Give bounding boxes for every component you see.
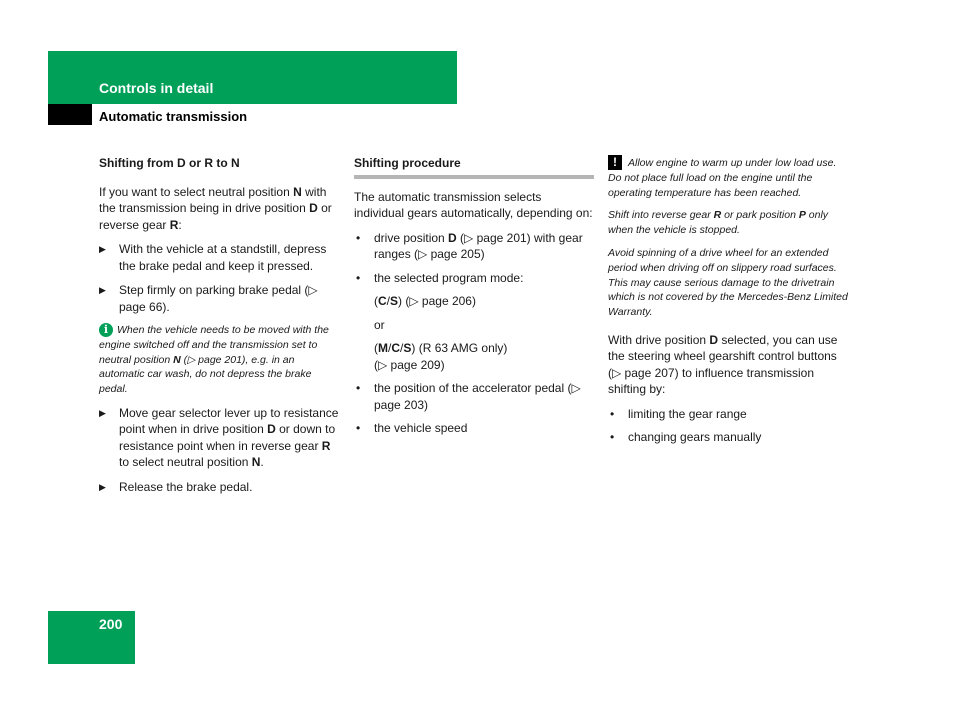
info-icon: i	[99, 323, 113, 337]
step-item: ▶ Step firmly on parking brake pedal (▷ page 66).	[99, 283, 318, 314]
column-left	[99, 155, 339, 503]
arrow-right-icon: ▶	[99, 244, 106, 254]
step-item: ▶ With the vehicle at a standstill, depress the brake pedal and keep it pressed.	[99, 242, 327, 273]
program-mode-cs: (C/S) (▷ page 206)	[374, 294, 476, 308]
col2-heading: Shifting procedure	[354, 155, 594, 179]
arrow-right-icon: ▶	[99, 481, 106, 492]
list-item: • the vehicle speed	[356, 421, 468, 435]
list-item: • the selected program mode:	[356, 270, 524, 285]
list-item: • drive position D (▷ page 201) with gear ranges (▷ page 205)	[356, 230, 583, 261]
step-item: ▶ Release the brake pedal.	[99, 479, 253, 494]
col3-para: With drive position D selected, you can use the steering wheel gearshift control buttons (▷ page 207) to influence transmission shifting by:	[608, 332, 838, 397]
column-right	[608, 155, 848, 453]
col2-intro: The automatic transmission selects individual gears automatically, depending on:	[354, 189, 593, 220]
arrow-right-icon: ▶	[99, 285, 106, 295]
column-middle	[354, 155, 594, 444]
subsection-title: Automatic transmission	[99, 109, 248, 124]
col1-heading: Shifting from D or R to N	[99, 156, 240, 170]
exclamation-icon: !	[608, 155, 622, 170]
list-item: • the position of the accelerator pedal (▷ page 203)	[356, 381, 581, 412]
list-item: • limiting the gear range	[610, 406, 747, 421]
warning-note: Avoid spinning of a drive wheel for an extended period when driving off on slippery road surfaces. This may cause serious damage to the drivetrain which is not covered by the Mercedes-Benz Limited Warranty.	[608, 246, 848, 319]
or-text: or	[374, 317, 385, 332]
header-band	[48, 51, 457, 104]
program-mode-mcs: (M/C/S) (R 63 AMG only) (▷ page 209)	[374, 341, 508, 372]
step-item: ▶ Move gear selector lever up to resistance point when in drive position D or down to resistance point when in reverse gear R to select neutral position N.	[99, 405, 339, 470]
section-title: Controls in detail	[99, 80, 214, 96]
warning-note: ! Allow engine to warm up under low load use. Do not place full load on the engine until the operating temperature has been reached.	[608, 155, 837, 199]
section-tab-marker	[48, 104, 92, 125]
list-item: • changing gears manually	[610, 430, 762, 445]
page-number: 200	[99, 616, 123, 632]
arrow-right-icon: ▶	[99, 407, 106, 418]
info-note: i When the vehicle needs to be moved with the engine switched off and the transmission set to neutral position N (▷ page 201), e.g. in an automatic car wash, do not depress the brake pedal.	[99, 323, 329, 396]
col1-intro: If you want to select neutral position N with the transmission being in drive position D or reverse gear R:	[99, 184, 332, 232]
warning-note: Shift into reverse gear R or park position P only when the vehicle is stopped.	[608, 209, 829, 237]
